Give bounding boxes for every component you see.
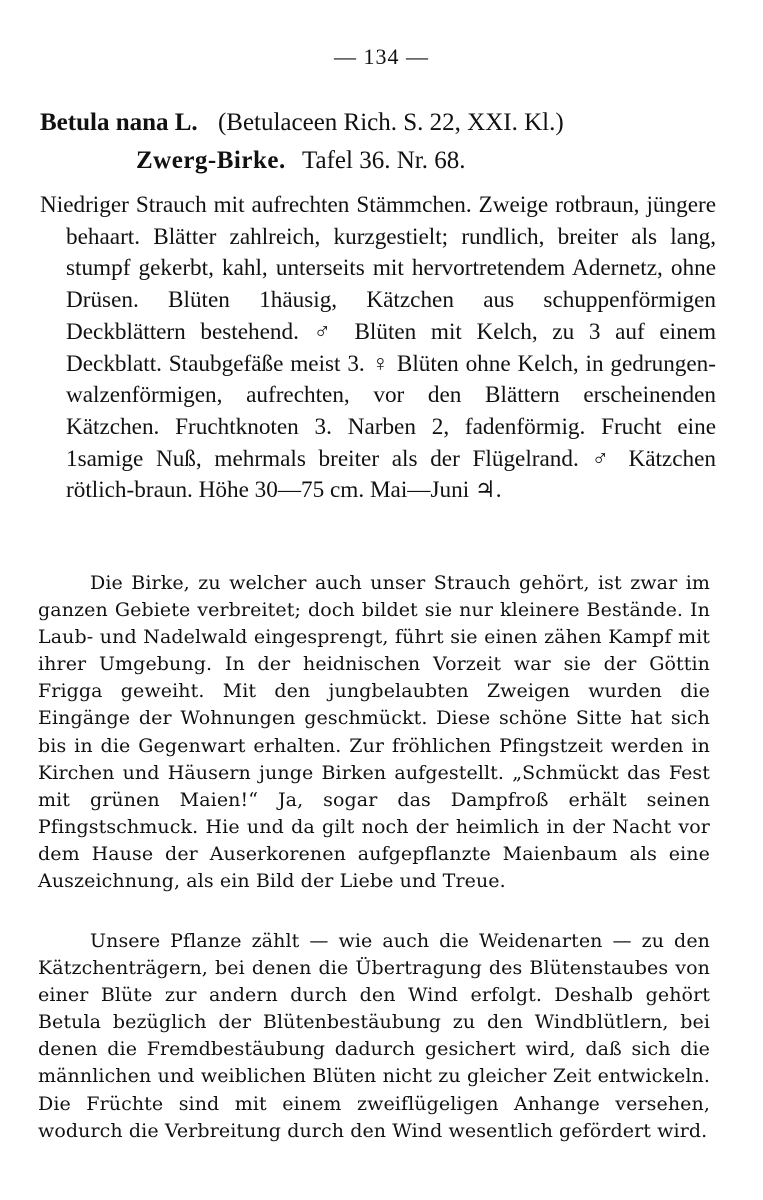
description-paragraph: Niedriger Strauch mit aufrechten Stämmchen. Zweige rotbraun, jüngere behaart. Blätter zahlreich, kurzgestielt; rundlich, breiter als lang, stumpf gekerbt, kahl, unterseits mit hervortretendem Adernetz, ohne Drüsen. Blüten 1häusig, Kätzchen aus schuppenförmigen Deckblättern bestehend. ♂ Blüten mit Kelch, zu 3 auf einem Deckblatt. Staubgefäße meist 3. ♀ Blüten ohne Kelch, in gedrungen-walzenförmigen, aufrechten, vor den Blättern erscheinenden Kätzchen. Fruchtknoten 3. Narben 2, fadenförmig. Frucht eine 1samige Nuß, mehrmals breiter als der Flügelrand. ♂ Kätzchen rötlich-braun. Höhe 30—75 cm. Mai—Juni ♃. [40,192,716,504]
heading-second-line [136,142,730,180]
family-classification: (Betulaceen Rich. S. 22, XXI. Kl.) [217,109,564,136]
narrative-section-1 [38,570,710,895]
latin-name: Betula nana L. [40,109,198,136]
narrative-paragraph-1: Die Birke, zu welcher auch unser Strauch gehört, ist zwar im ganzen Gebiete verbreitet; doch bildet sie nur kleinere Bestände. In Laub- und Nadelwald eingesprengt, führt sie einen zähen Kampf mit ihrer Umgebung. In der heidnischen Vorzeit war sie der Göttin Frigga geweiht. Mit den jungbelaubten Zweigen wurden die Eingänge der Wohnungen geschmückt. Diese schöne Sitte hat sich bis in die Gegenwart erhalten. Zur fröhlichen Pfingstzeit werden in Kirchen und Häusern junge Birken aufgestellt. „Schmückt das Fest mit grünen Maien!“ Ja, sogar das Dampfroß erhält seinen Pfingstschmuck. Hie und da gilt noch der heimlich in der Nacht vor dem Hause der Auserkorenen aufgepflanzte Maienbaum als eine Auszeichnung, als ein Bild der Liebe und Treue. [38,572,710,893]
plate-reference: Tafel 36. Nr. 68. [301,147,466,174]
page-number: — 134 — [334,44,429,69]
botanical-description [40,190,716,507]
narrative-paragraph-2: Unsere Pflanze zählt — wie auch die Weidenarten — zu den Kätzchenträgern, bei denen die Übertragung des Blütenstaubes von einer Blüte zur andern durch den Wind erfolgt. Deshalb gehört Betula bezüglich der Blütenbestäubung zu den Windblütlern, bei denen die Fremdbestäubung dadurch gesichert wird, daß sich die männlichen und weiblichen Blüten nicht zu gleicher Zeit entwickeln. Die Früchte sind mit einem zweiflügeligen Anhange versehen, wodurch die Verbreitung durch den Wind wesentlich gefördert wird. [38,930,710,1142]
species-heading [40,104,730,180]
narrative-section-2 [38,928,710,1145]
german-name: Zwerg-Birke. [136,147,286,174]
